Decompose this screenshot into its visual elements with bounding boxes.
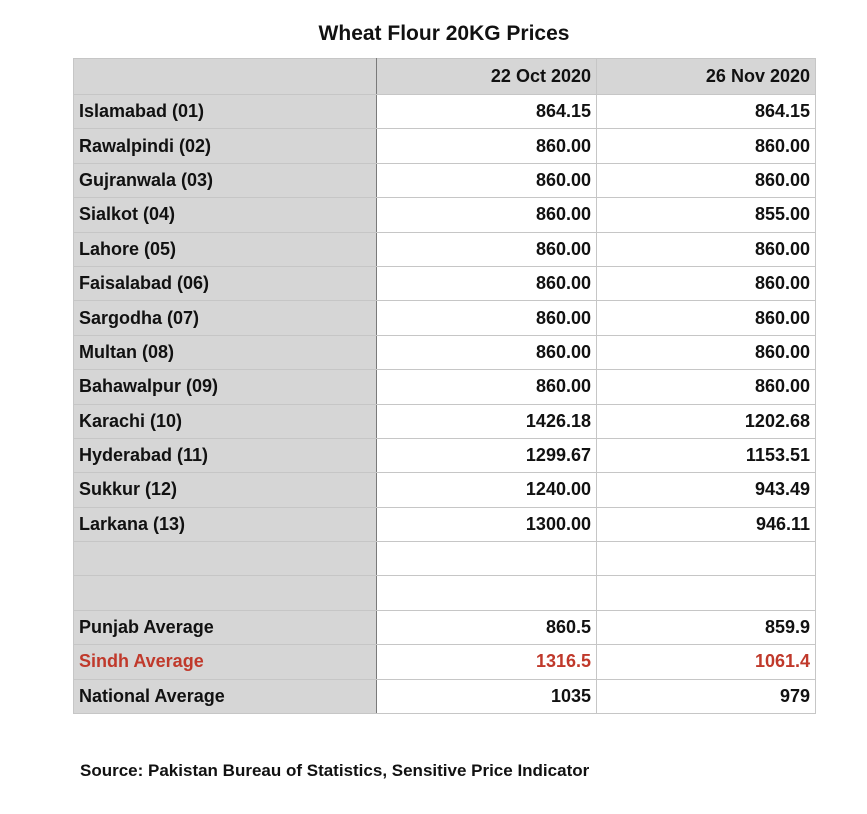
value-nov: 860.00 <box>597 370 816 404</box>
value-nov: 859.9 <box>597 610 816 644</box>
row-label: Bahawalpur (09) <box>74 370 377 404</box>
value-oct: 860.00 <box>377 129 597 163</box>
value-nov <box>597 542 816 576</box>
price-table <box>73 58 816 714</box>
value-nov: 1153.51 <box>597 438 816 472</box>
row-label: Faisalabad (06) <box>74 266 377 300</box>
value-oct: 1426.18 <box>377 404 597 438</box>
table-body <box>74 95 816 714</box>
value-oct: 860.00 <box>377 163 597 197</box>
value-nov <box>597 576 816 610</box>
row-label: Punjab Average <box>74 610 377 644</box>
table-row <box>74 507 816 541</box>
value-nov: 860.00 <box>597 335 816 369</box>
value-oct: 860.00 <box>377 198 597 232</box>
table-row <box>74 232 816 266</box>
table-row <box>74 129 816 163</box>
value-oct: 860.00 <box>377 370 597 404</box>
value-nov: 946.11 <box>597 507 816 541</box>
value-nov: 860.00 <box>597 163 816 197</box>
value-nov: 855.00 <box>597 198 816 232</box>
value-oct: 860.5 <box>377 610 597 644</box>
row-label: Sukkur (12) <box>74 473 377 507</box>
row-label: Hyderabad (11) <box>74 438 377 472</box>
table-row <box>74 473 816 507</box>
value-oct: 1316.5 <box>377 645 597 679</box>
table-row <box>74 163 816 197</box>
source-note: Source: Pakistan Bureau of Statistics, Sensitive Price Indicator <box>80 761 590 780</box>
average-row <box>74 610 816 644</box>
value-oct: 860.00 <box>377 335 597 369</box>
value-nov: 1061.4 <box>597 645 816 679</box>
value-oct: 1299.67 <box>377 438 597 472</box>
row-label: Sialkot (04) <box>74 198 377 232</box>
value-oct <box>377 576 597 610</box>
blank-row <box>74 576 816 610</box>
table-row <box>74 335 816 369</box>
value-nov: 979 <box>597 679 816 713</box>
table-row <box>74 404 816 438</box>
value-nov: 860.00 <box>597 129 816 163</box>
table-row <box>74 301 816 335</box>
header-row <box>74 59 816 95</box>
chart-title: Wheat Flour 20KG Prices <box>318 22 570 45</box>
value-oct <box>377 542 597 576</box>
row-label: Rawalpindi (02) <box>74 129 377 163</box>
value-oct: 1240.00 <box>377 473 597 507</box>
row-label: Karachi (10) <box>74 404 377 438</box>
value-nov: 1202.68 <box>597 404 816 438</box>
value-oct: 860.00 <box>377 232 597 266</box>
row-label: Gujranwala (03) <box>74 163 377 197</box>
header-corner <box>74 59 377 95</box>
blank-row <box>74 542 816 576</box>
table-row <box>74 438 816 472</box>
value-nov: 860.00 <box>597 266 816 300</box>
table-row <box>74 266 816 300</box>
row-label: National Average <box>74 679 377 713</box>
value-nov: 860.00 <box>597 232 816 266</box>
row-label: Larkana (13) <box>74 507 377 541</box>
value-oct: 1035 <box>377 679 597 713</box>
table-row <box>74 95 816 129</box>
value-nov: 943.49 <box>597 473 816 507</box>
row-label: Islamabad (01) <box>74 95 377 129</box>
value-oct: 1300.00 <box>377 507 597 541</box>
table-row <box>74 198 816 232</box>
row-label: Lahore (05) <box>74 232 377 266</box>
value-nov: 864.15 <box>597 95 816 129</box>
average-row <box>74 679 816 713</box>
row-label <box>74 542 377 576</box>
average-row <box>74 645 816 679</box>
value-oct: 860.00 <box>377 301 597 335</box>
table-row <box>74 370 816 404</box>
row-label: Sargodha (07) <box>74 301 377 335</box>
column-header-nov: 26 Nov 2020 <box>597 59 816 95</box>
row-label: Multan (08) <box>74 335 377 369</box>
row-label <box>74 576 377 610</box>
value-oct: 864.15 <box>377 95 597 129</box>
column-header-oct: 22 Oct 2020 <box>377 59 597 95</box>
value-nov: 860.00 <box>597 301 816 335</box>
row-label: Sindh Average <box>74 645 377 679</box>
value-oct: 860.00 <box>377 266 597 300</box>
